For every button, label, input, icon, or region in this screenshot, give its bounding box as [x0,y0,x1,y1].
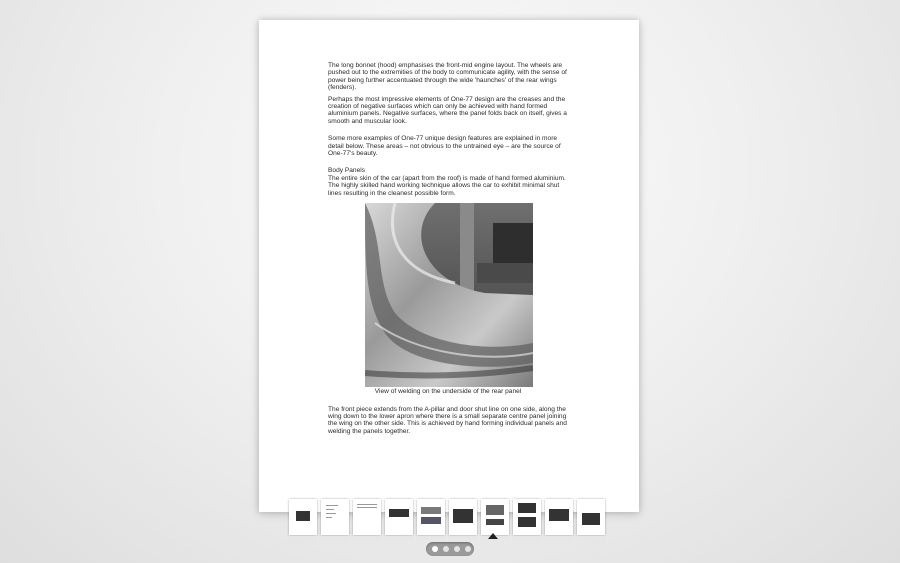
current-thumbnail-indicator-icon [488,533,498,539]
thumbnail-page-9[interactable] [545,499,573,535]
pager-dot-4[interactable] [465,546,471,552]
pager-dot-2[interactable] [443,546,449,552]
pager-dot-3[interactable] [454,546,460,552]
closing-paragraph: The front piece extends from the A-pillar and door shut line on one side, along the wing down to the lower apron where there is a small separate centre panel joining the wing on the other side. This is achieved by hand forming individual panels and welding the panels together. [328,405,569,435]
thumbnail-page-8[interactable] [513,499,541,535]
thumbnail-page-10[interactable] [577,499,605,535]
pager-dot-1[interactable] [432,546,438,552]
section-text: The entire skin of the car (apart from the roof) is made of hand formed aluminium. The highly skilled hand working technique allows the car to exhibit minimal shut lines resulting in the cleanest possible form. [328,174,568,197]
thumbnail-page-3[interactable] [353,499,381,535]
thumbnail-page-7[interactable] [481,499,509,535]
section-heading: Body Panels [328,167,366,175]
document-page [259,20,639,512]
paragraph-1: The long bonnet (hood) emphasises the front-mid engine layout. The wheels are pushed out to the extremities of the body to communicate agility, with the sense of power being further accentuated through the wide 'haunches' of the rear wings (fenders). [328,62,569,92]
page-content [328,62,568,439]
thumbnail-page-4[interactable] [385,499,413,535]
thumbnail-page-1[interactable] [289,499,317,535]
paragraph-2: Perhaps the most impressive elements of One-77 design are the creases and the creation of negative surfaces which can only be achieved with hand formed aluminium panels. Negative surfaces, where the panel folds back on itself, gives a smooth and muscular look. [328,95,569,125]
thumbnail-strip [289,499,609,539]
paragraph-3: Some more examples of One-77 unique design features are explained in more detail below. These areas – not obvious to the untrained eye – are the source of One-77's beauty. [328,135,563,158]
welding-photo [365,203,533,387]
page-indicator [426,542,474,556]
photo-caption: View of welding on the underside of the rear panel [374,388,522,396]
thumbnail-page-5[interactable] [417,499,445,535]
thumbnail-page-2[interactable] [321,499,349,535]
thumbnail-page-6[interactable] [449,499,477,535]
